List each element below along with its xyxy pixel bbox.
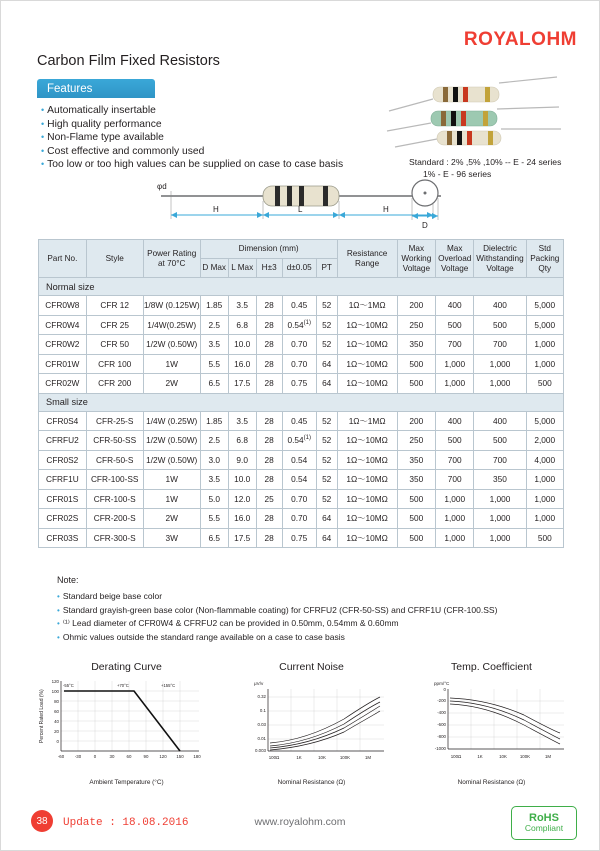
cell-lmax: 12.0 <box>228 489 256 509</box>
cell-d: 0.75 <box>282 374 316 394</box>
cell-style: CFR-200-S <box>86 509 143 529</box>
cell-dmax: 5.5 <box>200 509 228 529</box>
cell-dielectric: 1,000 <box>474 509 526 529</box>
cell-style: CFR-100-SS <box>86 470 143 490</box>
cell-lmax: 16.0 <box>228 354 256 374</box>
svg-text:90: 90 <box>143 754 149 759</box>
cell-packing: 1,000 <box>526 489 563 509</box>
th-power: Power Rating at 70°C <box>143 240 200 278</box>
cell-style: CFR-50-S <box>86 450 143 470</box>
cell-part-no: CFR02S <box>39 509 87 529</box>
page-title: Carbon Film Fixed Resistors <box>37 53 220 69</box>
svg-text:0.01: 0.01 <box>257 736 266 741</box>
cell-packing: 1,000 <box>526 470 563 490</box>
th-h: H±3 <box>256 259 282 278</box>
bullet-icon: • <box>41 118 45 129</box>
current-noise-chart <box>224 661 399 786</box>
footnote-marker: (1) <box>303 435 311 442</box>
th-max-overload: Max Overload Voltage <box>436 240 474 278</box>
cell-d: 0.70 <box>282 489 316 509</box>
note-item: ⁽¹⁾ Lead diameter of CFR0W4 & CFRFU2 can be provided in 0.50mm, 0.54mm & 0.60mm <box>62 618 399 629</box>
cell-pt: 52 <box>316 315 337 335</box>
cell-dmax: 3.5 <box>200 335 228 355</box>
section-header-small: Small size <box>39 393 564 411</box>
table-row <box>39 335 564 355</box>
cell-overload: 400 <box>436 411 474 431</box>
table-row <box>39 354 564 374</box>
cell-d: 0.45 <box>282 411 316 431</box>
svg-text:60: 60 <box>126 754 132 759</box>
chart-title: Derating Curve <box>91 661 162 673</box>
th-dielectric: Dielectric Withstanding Voltage <box>474 240 526 278</box>
cell-h: 28 <box>256 411 282 431</box>
cell-h: 28 <box>256 354 282 374</box>
th-d-max: D Max <box>200 259 228 278</box>
derating-curve-plot <box>39 673 214 773</box>
label-phi-d: φd <box>157 182 167 191</box>
update-date: Update : 18.08.2016 <box>63 817 189 829</box>
th-style: Style <box>86 240 143 278</box>
cell-packing: 5,000 <box>526 411 563 431</box>
chart-xlabel: Nominal Resistance (Ω) <box>277 779 346 786</box>
cell-style: CFR-25-S <box>86 411 143 431</box>
cell-lmax: 3.5 <box>228 411 256 431</box>
cell-dielectric: 1,000 <box>474 528 526 548</box>
cell-dielectric: 700 <box>474 335 526 355</box>
svg-text:0: 0 <box>443 687 446 692</box>
cell-working: 250 <box>397 431 435 451</box>
th-dimension: Dimension (mm) <box>200 240 337 259</box>
cell-power: 1/8W (0.125W) <box>143 296 200 316</box>
cell-overload: 400 <box>436 296 474 316</box>
cell-resistance: 1Ω～10MΩ <box>337 509 397 529</box>
svg-text:20: 20 <box>54 729 59 734</box>
svg-text:10K: 10K <box>318 755 326 760</box>
cell-working: 500 <box>397 528 435 548</box>
table-header <box>39 240 564 278</box>
th-d-tol: d±0.05 <box>282 259 316 278</box>
cell-h: 28 <box>256 431 282 451</box>
cell-part-no: CFR0S2 <box>39 450 87 470</box>
svg-text:10K: 10K <box>499 754 507 759</box>
cell-resistance: 1Ω～1MΩ <box>337 411 397 431</box>
cell-pt: 64 <box>316 528 337 548</box>
cell-power: 1W <box>143 489 200 509</box>
cell-pt: 64 <box>316 354 337 374</box>
cell-h: 28 <box>256 509 282 529</box>
cell-working: 200 <box>397 411 435 431</box>
cell-resistance: 1Ω～10MΩ <box>337 315 397 335</box>
cell-working: 500 <box>397 374 435 394</box>
cell-power: 1/4W(0.25W) <box>143 315 200 335</box>
cell-lmax: 6.8 <box>228 431 256 451</box>
svg-text:-30: -30 <box>74 754 82 759</box>
feature-item: Automatically insertable <box>47 105 156 116</box>
feature-item: High quality performance <box>47 118 162 130</box>
bullet-icon: • <box>57 619 60 629</box>
cell-working: 350 <box>397 450 435 470</box>
svg-text:180: 180 <box>193 754 201 759</box>
cell-dmax: 5.5 <box>200 354 228 374</box>
cell-dmax: 6.5 <box>200 528 228 548</box>
svg-text:120: 120 <box>51 679 59 684</box>
cell-h: 28 <box>256 528 282 548</box>
diameter-drawing <box>403 176 463 231</box>
cell-d: 0.70 <box>282 335 316 355</box>
bullet-icon: • <box>41 145 45 156</box>
annotation-plus155: +155°C <box>161 683 176 688</box>
cell-power: 3W <box>143 528 200 548</box>
cell-overload: 500 <box>436 315 474 335</box>
cell-dielectric: 1,000 <box>474 374 526 394</box>
cell-dielectric: 350 <box>474 470 526 490</box>
table-row <box>39 374 564 394</box>
cell-packing: 500 <box>526 374 563 394</box>
svg-text:80: 80 <box>54 699 59 704</box>
cell-lmax: 17.5 <box>228 374 256 394</box>
chart-xlabel: Ambient Temperature (°C) <box>89 779 164 786</box>
cell-resistance: 1Ω～10MΩ <box>337 489 397 509</box>
cell-d: 0.54 <box>282 450 316 470</box>
th-max-working: Max Working Voltage <box>397 240 435 278</box>
cell-resistance: 1Ω～10MΩ <box>337 431 397 451</box>
bullet-icon: • <box>57 605 60 615</box>
cell-dmax: 6.5 <box>200 374 228 394</box>
temp-coefficient-chart <box>404 661 579 786</box>
cell-dielectric: 700 <box>474 450 526 470</box>
cell-h: 28 <box>256 470 282 490</box>
cell-power: 2W <box>143 374 200 394</box>
svg-text:0.1: 0.1 <box>259 708 266 713</box>
cell-d: 0.54$^{(1)}$ <box>282 431 316 451</box>
cell-dmax: 1.85 <box>200 411 228 431</box>
cell-dmax: 5.0 <box>200 489 228 509</box>
y-axis-label: μV/v <box>254 681 264 686</box>
bullet-icon: • <box>41 132 45 143</box>
specifications-table <box>38 239 564 548</box>
cell-h: 28 <box>256 450 282 470</box>
svg-text:-1000: -1000 <box>434 746 446 751</box>
svg-text:0.03: 0.03 <box>257 722 266 727</box>
svg-text:H: H <box>383 205 389 214</box>
cell-power: 1/2W (0.50W) <box>143 450 200 470</box>
chart-title: Current Noise <box>279 661 344 673</box>
rohs-sublabel: Compliant <box>524 823 564 833</box>
cell-pt: 64 <box>316 509 337 529</box>
product-photo <box>381 73 573 153</box>
cell-part-no: CFR0W2 <box>39 335 87 355</box>
rohs-label: RoHS <box>529 812 559 824</box>
table-row <box>39 528 564 548</box>
cell-power: 1/4W (0.25W) <box>143 411 200 431</box>
cell-packing: 1,000 <box>526 509 563 529</box>
cell-dielectric: 400 <box>474 296 526 316</box>
svg-text:1K: 1K <box>477 754 483 759</box>
cell-dmax: 3.0 <box>200 450 228 470</box>
charts-row <box>29 661 574 786</box>
svg-text:60: 60 <box>54 709 59 714</box>
svg-text:1K: 1K <box>296 755 302 760</box>
cell-style: CFR-100-S <box>86 489 143 509</box>
cell-style: CFR 100 <box>86 354 143 374</box>
cell-power: 1W <box>143 470 200 490</box>
cell-part-no: CFR03S <box>39 528 87 548</box>
cell-packing: 1,000 <box>526 354 563 374</box>
cell-h: 25 <box>256 489 282 509</box>
features-list <box>41 104 343 172</box>
cell-packing: 500 <box>526 528 563 548</box>
cell-part-no: CFRFU2 <box>39 431 87 451</box>
th-std-packing: Std Packing Qty <box>526 240 563 278</box>
svg-text:120: 120 <box>159 754 167 759</box>
svg-text:-200: -200 <box>437 698 446 703</box>
svg-text:150: 150 <box>176 754 184 759</box>
cell-overload: 1,000 <box>436 374 474 394</box>
y-axis-label: Percent Rated Load (%) <box>39 689 45 743</box>
table-body <box>39 278 564 548</box>
footnote-marker: (1) <box>303 319 311 326</box>
cell-lmax: 9.0 <box>228 450 256 470</box>
derating-curve-chart <box>39 661 214 786</box>
cell-resistance: 1Ω～10MΩ <box>337 470 397 490</box>
chart-title: Temp. Coefficient <box>451 661 532 673</box>
cell-overload: 1,000 <box>436 509 474 529</box>
svg-text:40: 40 <box>54 719 59 724</box>
cell-resistance: 1Ω～10MΩ <box>337 374 397 394</box>
cell-part-no: CFR0S4 <box>39 411 87 431</box>
cell-dmax: 1.85 <box>200 296 228 316</box>
svg-text:-800: -800 <box>437 734 446 739</box>
rohs-compliant-badge <box>511 806 577 840</box>
svg-text:100: 100 <box>51 689 59 694</box>
cell-resistance: 1Ω～1MΩ <box>337 296 397 316</box>
svg-text:0: 0 <box>93 754 97 759</box>
cell-overload: 700 <box>436 335 474 355</box>
notes-title: Note: <box>57 575 79 585</box>
cell-working: 500 <box>397 509 435 529</box>
th-l-max: L Max <box>228 259 256 278</box>
table-row <box>39 411 564 431</box>
cell-dielectric: 400 <box>474 411 526 431</box>
cell-pt: 52 <box>316 296 337 316</box>
cell-h: 28 <box>256 335 282 355</box>
feature-item: Too low or too high values can be supplied on case to case basis <box>47 159 344 171</box>
table-row <box>39 315 564 335</box>
cell-d: 0.54$^{(1)}$ <box>282 315 316 335</box>
cell-style: CFR-300-S <box>86 528 143 548</box>
note-item: Standard grayish-green base color (Non-flammable coating) for CFRFU2 (CFR-50-SS) and CFRF1U (CFR-100.SS) <box>62 604 498 615</box>
cell-dmax: 2.5 <box>200 431 228 451</box>
cell-style: CFR 12 <box>86 296 143 316</box>
bullet-icon: • <box>41 159 45 170</box>
cell-d: 0.70 <box>282 354 316 374</box>
cell-working: 350 <box>397 470 435 490</box>
cell-working: 500 <box>397 489 435 509</box>
table-row <box>39 470 564 490</box>
cell-d: 0.70 <box>282 509 316 529</box>
cell-working: 250 <box>397 315 435 335</box>
cell-part-no: CFR02W <box>39 374 87 394</box>
cell-style: CFR-50-SS <box>86 431 143 451</box>
cell-packing: 5,000 <box>526 315 563 335</box>
cell-h: 28 <box>256 374 282 394</box>
svg-text:L: L <box>298 205 303 214</box>
svg-text:-600: -600 <box>437 722 446 727</box>
cell-part-no: CFR0W4 <box>39 315 87 335</box>
cell-part-no: CFR0W8 <box>39 296 87 316</box>
features-tab: Features <box>37 79 155 98</box>
cell-power: 2W <box>143 509 200 529</box>
svg-text:1M: 1M <box>544 754 552 759</box>
annotation-minus55: -55°C <box>63 683 74 688</box>
table-row <box>39 431 564 451</box>
cell-lmax: 3.5 <box>228 296 256 316</box>
standard-note-line: Standard : 2% ,5% ,10% -- E - 24 series <box>409 157 562 167</box>
cell-d: 0.45 <box>282 296 316 316</box>
cell-overload: 700 <box>436 450 474 470</box>
table-row <box>39 509 564 529</box>
company-logo: ROYALOHM <box>463 29 577 50</box>
cell-lmax: 16.0 <box>228 509 256 529</box>
temp-coefficient-plot <box>404 673 579 773</box>
cell-dielectric: 500 <box>474 315 526 335</box>
cell-working: 350 <box>397 335 435 355</box>
cell-working: 500 <box>397 354 435 374</box>
svg-text:100K: 100K <box>519 754 531 759</box>
cell-packing: 1,000 <box>526 335 563 355</box>
cell-resistance: 1Ω～10MΩ <box>337 450 397 470</box>
section-header-normal: Normal size <box>39 278 564 296</box>
annotation-plus70: +70°C <box>117 683 129 688</box>
cell-style: CFR 200 <box>86 374 143 394</box>
cell-style: CFR 50 <box>86 335 143 355</box>
svg-text:0: 0 <box>56 739 59 744</box>
th-part-no: Part No. <box>39 240 87 278</box>
note-item: Ohmic values outside the standard range available on a case to case basis <box>62 632 345 643</box>
svg-text:0.003: 0.003 <box>255 748 266 753</box>
svg-text:30: 30 <box>109 754 115 759</box>
th-pt: PT <box>316 259 337 278</box>
cell-part-no: CFR01S <box>39 489 87 509</box>
cell-pt: 52 <box>316 450 337 470</box>
cell-resistance: 1Ω～10MΩ <box>337 335 397 355</box>
feature-item: Non-Flame type available <box>47 132 164 144</box>
table-row <box>39 296 564 316</box>
bullet-icon: • <box>57 591 60 601</box>
svg-text:-60: -60 <box>57 754 65 759</box>
cell-overload: 700 <box>436 470 474 490</box>
cell-pt: 52 <box>316 470 337 490</box>
cell-overload: 1,000 <box>436 354 474 374</box>
bullet-icon: • <box>57 633 60 643</box>
chart-xlabel: Nominal Resistance (Ω) <box>457 779 526 786</box>
cell-part-no: CFRF1U <box>39 470 87 490</box>
cell-dielectric: 1,000 <box>474 489 526 509</box>
cell-pt: 52 <box>316 411 337 431</box>
cell-dmax: 2.5 <box>200 315 228 335</box>
current-noise-plot <box>224 673 399 773</box>
cell-working: 200 <box>397 296 435 316</box>
cell-overload: 1,000 <box>436 489 474 509</box>
cell-power: 1/2W (0.50W) <box>143 335 200 355</box>
svg-text:100Ω: 100Ω <box>450 754 462 759</box>
feature-item: Cost effective and commonly used <box>47 145 205 157</box>
cell-h: 28 <box>256 296 282 316</box>
cell-resistance: 1Ω～10MΩ <box>337 528 397 548</box>
cell-overload: 500 <box>436 431 474 451</box>
cell-dielectric: 500 <box>474 431 526 451</box>
cell-dielectric: 1,000 <box>474 354 526 374</box>
page-number: 38 <box>31 810 53 832</box>
cell-resistance: 1Ω～10MΩ <box>337 354 397 374</box>
cell-power: 1W <box>143 354 200 374</box>
bullet-icon: • <box>41 105 45 115</box>
cell-packing: 5,000 <box>526 296 563 316</box>
table-row <box>39 489 564 509</box>
standard-note-line: 1% - E - 96 series <box>423 169 492 179</box>
cell-pt: 64 <box>316 374 337 394</box>
svg-text:1M: 1M <box>364 755 372 760</box>
website-url: www.royalohm.com <box>254 816 346 828</box>
cell-power: 1/2W (0.50W) <box>143 431 200 451</box>
svg-text:-400: -400 <box>437 710 446 715</box>
svg-text:100Ω: 100Ω <box>268 755 280 760</box>
cell-pt: 52 <box>316 335 337 355</box>
note-item: Standard beige base color <box>62 590 163 601</box>
cell-d: 0.54 <box>282 470 316 490</box>
cell-lmax: 10.0 <box>228 470 256 490</box>
cell-pt: 52 <box>316 431 337 451</box>
cell-pt: 52 <box>316 489 337 509</box>
cell-style: CFR 25 <box>86 315 143 335</box>
cell-packing: 4,000 <box>526 450 563 470</box>
svg-text:D: D <box>422 221 428 230</box>
cell-part-no: CFR01W <box>39 354 87 374</box>
cell-dmax: 3.5 <box>200 470 228 490</box>
cell-overload: 1,000 <box>436 528 474 548</box>
y-axis-label: ppm/°C <box>434 681 450 686</box>
cell-lmax: 6.8 <box>228 315 256 335</box>
svg-text:H: H <box>213 205 219 214</box>
cell-d: 0.75 <box>282 528 316 548</box>
cell-lmax: 10.0 <box>228 335 256 355</box>
notes-block <box>57 574 497 645</box>
svg-text:100K: 100K <box>339 755 351 760</box>
cell-lmax: 17.5 <box>228 528 256 548</box>
th-resistance: Resistance Range <box>337 240 397 278</box>
svg-text:0.32: 0.32 <box>257 694 266 699</box>
cell-h: 28 <box>256 315 282 335</box>
cell-packing: 2,000 <box>526 431 563 451</box>
table-row <box>39 450 564 470</box>
